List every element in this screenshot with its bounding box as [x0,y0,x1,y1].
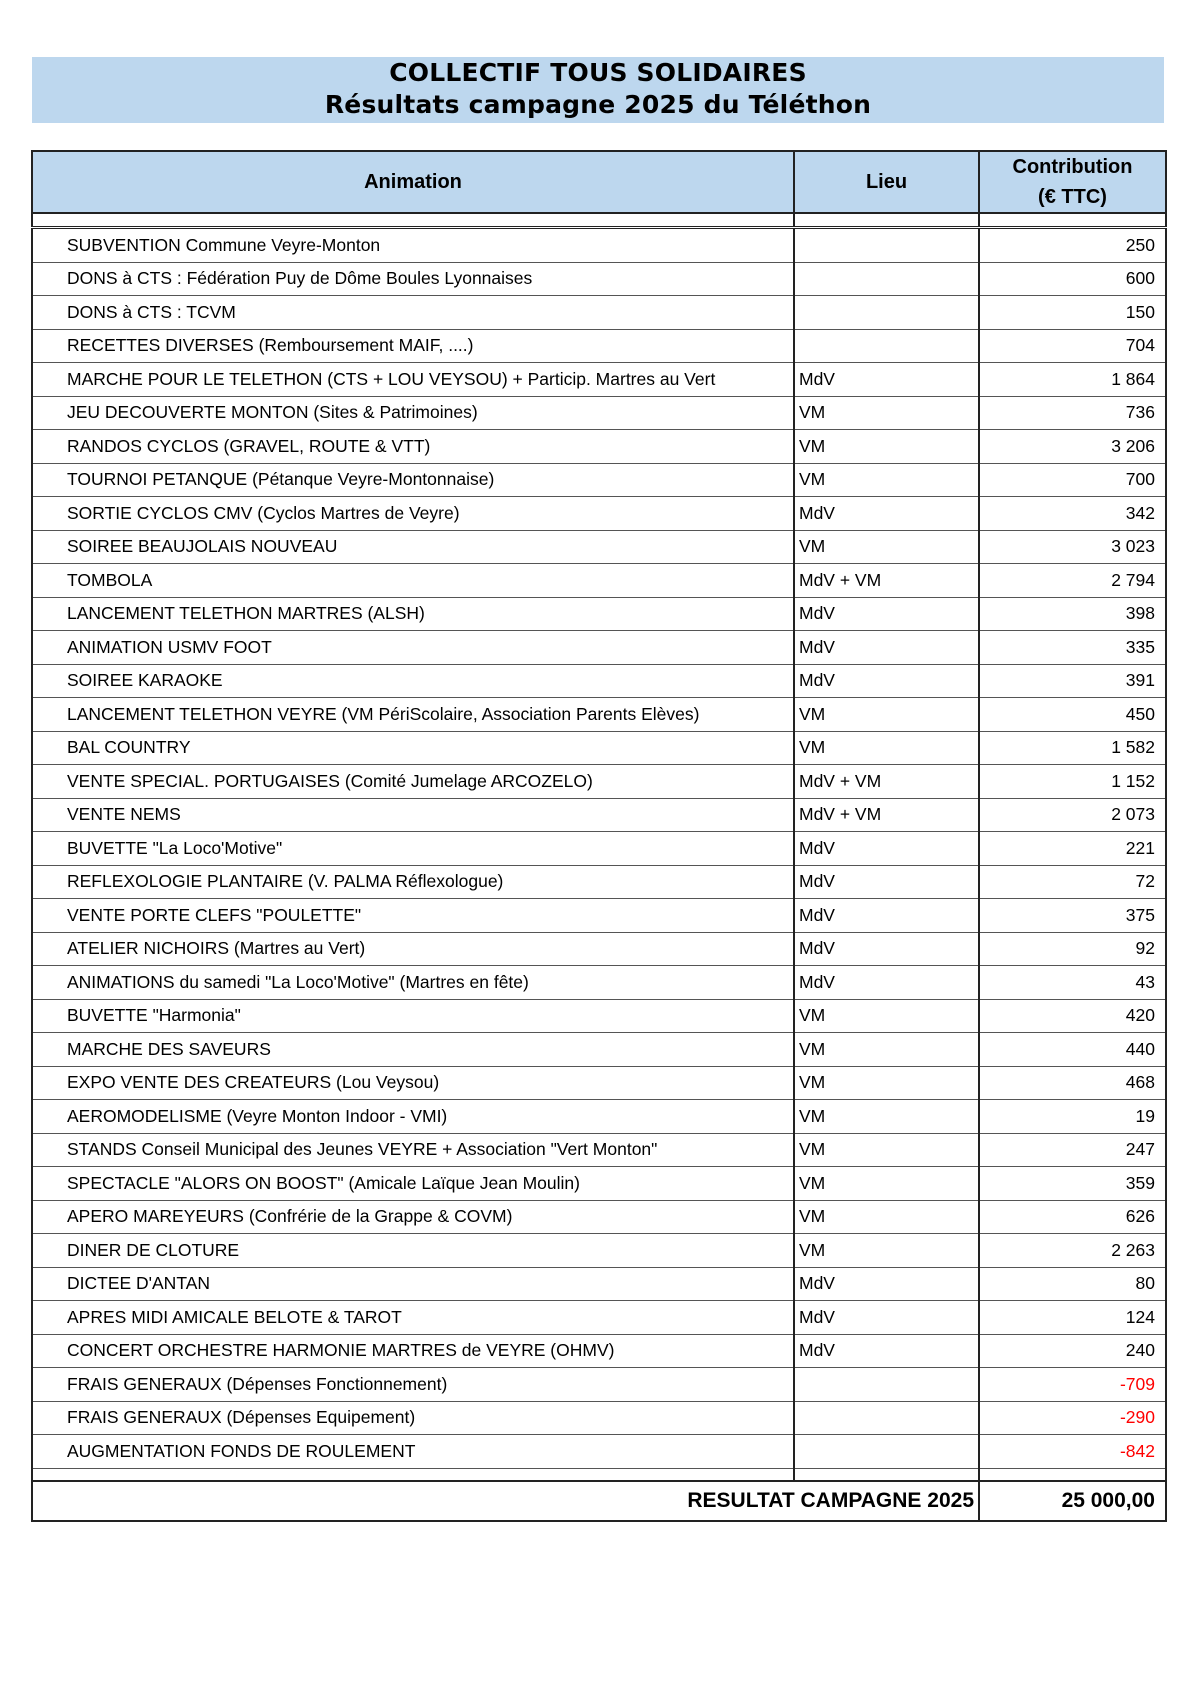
table-row [32,698,1166,732]
lieu-cell: MdV + VM [794,564,979,598]
table-row [32,1267,1166,1301]
contribution-cell: 2 794 [979,564,1166,598]
animation-cell: BUVETTE "La Loco'Motive" [32,832,794,866]
animation-cell: TOMBOLA [32,564,794,598]
lieu-cell [794,1401,979,1435]
lieu-cell: MdV [794,1267,979,1301]
results-table [31,150,1167,1522]
lieu-cell: VM [794,1234,979,1268]
table-row [32,832,1166,866]
contribution-cell: 1 582 [979,731,1166,765]
table-row [32,262,1166,296]
contribution-cell: 250 [979,228,1166,263]
animation-cell: ATELIER NICHOIRS (Martres au Vert) [32,932,794,966]
animation-cell: LANCEMENT TELETHON MARTRES (ALSH) [32,597,794,631]
spacer-cell [979,213,1166,228]
animation-cell: DONS à CTS : Fédération Puy de Dôme Boules Lyonnaises [32,262,794,296]
lieu-cell: MdV [794,664,979,698]
animation-cell: MARCHE POUR LE TELETHON (CTS + LOU VEYSOU) + Particip. Martres au Vert [32,363,794,397]
contribution-cell: 3 206 [979,430,1166,464]
contribution-cell: 440 [979,1033,1166,1067]
contribution-cell: 342 [979,497,1166,531]
contribution-cell: 375 [979,899,1166,933]
contribution-cell: 359 [979,1167,1166,1201]
organization-title: COLLECTIF TOUS SOLIDAIRES [389,58,807,87]
lieu-cell: VM [794,530,979,564]
lieu-cell: VM [794,731,979,765]
contribution-cell: 80 [979,1267,1166,1301]
contribution-cell-negative: -709 [979,1368,1166,1402]
animation-cell: SPECTACLE "ALORS ON BOOST" (Amicale Laïque Jean Moulin) [32,1167,794,1201]
lieu-cell: MdV [794,932,979,966]
contribution-cell: 240 [979,1334,1166,1368]
animation-cell: ANIMATION USMV FOOT [32,631,794,665]
table-row [32,1167,1166,1201]
header-lieu: Lieu [794,151,979,213]
contribution-cell: 1 864 [979,363,1166,397]
table-body [32,213,1166,1521]
spacer-cell [979,1468,1166,1481]
animation-cell: DINER DE CLOTURE [32,1234,794,1268]
animation-cell: VENTE NEMS [32,798,794,832]
contribution-cell: 335 [979,631,1166,665]
document-title-band [32,57,1164,123]
lieu-cell: MdV [794,832,979,866]
header-contribution [979,151,1166,213]
animation-cell: RECETTES DIVERSES (Remboursement MAIF, ....) [32,329,794,363]
table-row [32,597,1166,631]
contribution-cell: 700 [979,463,1166,497]
animation-cell: DONS à CTS : TCVM [32,296,794,330]
animation-cell: RANDOS CYCLOS (GRAVEL, ROUTE & VTT) [32,430,794,464]
campaign-subtitle: Résultats campagne 2025 du Téléthon [324,90,872,119]
lieu-cell: MdV [794,597,979,631]
lieu-cell: VM [794,1066,979,1100]
table-row [32,1200,1166,1234]
table-row [32,363,1166,397]
lieu-cell: MdV [794,631,979,665]
animation-cell: APERO MAREYEURS (Confrérie de la Grappe & COVM) [32,1200,794,1234]
lieu-cell: VM [794,698,979,732]
contribution-cell: 450 [979,698,1166,732]
spacer-row-top [32,213,1166,228]
lieu-cell [794,228,979,263]
contribution-cell: 3 023 [979,530,1166,564]
lieu-cell: MdV + VM [794,765,979,799]
animation-cell: VENTE SPECIAL. PORTUGAISES (Comité Jumelage ARCOZELO) [32,765,794,799]
lieu-cell: VM [794,999,979,1033]
contribution-cell: 1 152 [979,765,1166,799]
animation-cell: STANDS Conseil Municipal des Jeunes VEYRE + Association "Vert Monton" [32,1133,794,1167]
table-row [32,899,1166,933]
total-label: RESULTAT CAMPAGNE 2025 [32,1481,979,1521]
table-row [32,1401,1166,1435]
table-row [32,664,1166,698]
animation-cell: FRAIS GENERAUX (Dépenses Fonctionnement) [32,1368,794,1402]
table-row [32,1368,1166,1402]
contribution-cell: 626 [979,1200,1166,1234]
table-row [32,932,1166,966]
table-row [32,564,1166,598]
lieu-cell: MdV [794,899,979,933]
lieu-cell: VM [794,463,979,497]
table-row [32,631,1166,665]
table-row [32,497,1166,531]
table-row [32,865,1166,899]
spacer-cell [32,213,794,228]
table-row [32,463,1166,497]
table-row [32,765,1166,799]
table-row [32,1334,1166,1368]
contribution-cell: 247 [979,1133,1166,1167]
table-row [32,1301,1166,1335]
contribution-cell: 704 [979,329,1166,363]
lieu-cell [794,296,979,330]
header-contribution-line1: Contribution [1012,156,1133,178]
animation-cell: BAL COUNTRY [32,731,794,765]
table-row [32,1133,1166,1167]
table-row [32,1033,1166,1067]
contribution-cell-negative: -290 [979,1401,1166,1435]
animation-cell: LANCEMENT TELETHON VEYRE (VM PériScolaire, Association Parents Elèves) [32,698,794,732]
animation-cell: REFLEXOLOGIE PLANTAIRE (V. PALMA Réflexologue) [32,865,794,899]
lieu-cell [794,262,979,296]
spacer-cell [794,1468,979,1481]
table-row [32,329,1166,363]
animation-cell: AEROMODELISME (Veyre Monton Indoor - VMI) [32,1100,794,1134]
table-row [32,1066,1166,1100]
lieu-cell [794,1368,979,1402]
table-row [32,999,1166,1033]
contribution-cell: 72 [979,865,1166,899]
lieu-cell: VM [794,1167,979,1201]
table-row [32,430,1166,464]
lieu-cell: VM [794,430,979,464]
lieu-cell [794,1435,979,1469]
total-row [32,1481,1166,1521]
lieu-cell: MdV [794,1334,979,1368]
animation-cell: MARCHE DES SAVEURS [32,1033,794,1067]
table-row [32,731,1166,765]
contribution-cell: 92 [979,932,1166,966]
lieu-cell: VM [794,1133,979,1167]
animation-cell: ANIMATIONS du samedi "La Loco'Motive" (Martres en fête) [32,966,794,1000]
lieu-cell: MdV [794,497,979,531]
spacer-cell [794,213,979,228]
animation-cell: SORTIE CYCLOS CMV (Cyclos Martres de Veyre) [32,497,794,531]
total-value: 25 000,00 [979,1481,1166,1521]
animation-cell: JEU DECOUVERTE MONTON (Sites & Patrimoines) [32,396,794,430]
lieu-cell: VM [794,396,979,430]
contribution-cell: 600 [979,262,1166,296]
lieu-cell: VM [794,1033,979,1067]
animation-cell: DICTEE D'ANTAN [32,1267,794,1301]
contribution-cell: 398 [979,597,1166,631]
contribution-cell: 43 [979,966,1166,1000]
header-animation: Animation [32,151,794,213]
contribution-cell: 736 [979,396,1166,430]
animation-cell: EXPO VENTE DES CREATEURS (Lou Veysou) [32,1066,794,1100]
spacer-row-bottom [32,1468,1166,1481]
table-row [32,296,1166,330]
contribution-cell: 2 073 [979,798,1166,832]
contribution-cell: 221 [979,832,1166,866]
animation-cell: APRES MIDI AMICALE BELOTE & TAROT [32,1301,794,1335]
contribution-cell-negative: -842 [979,1435,1166,1469]
animation-cell: FRAIS GENERAUX (Dépenses Equipement) [32,1401,794,1435]
header-contribution-line2: (€ TTC) [1038,186,1107,208]
lieu-cell: MdV [794,363,979,397]
animation-cell: SOIREE BEAUJOLAIS NOUVEAU [32,530,794,564]
spacer-cell [32,1468,794,1481]
contribution-cell: 2 263 [979,1234,1166,1268]
lieu-cell: MdV [794,865,979,899]
contribution-cell: 124 [979,1301,1166,1335]
table-header-row [32,151,1166,213]
contribution-cell: 420 [979,999,1166,1033]
table-row [32,1100,1166,1134]
contribution-cell: 150 [979,296,1166,330]
animation-cell: TOURNOI PETANQUE (Pétanque Veyre-Montonnaise) [32,463,794,497]
animation-cell: CONCERT ORCHESTRE HARMONIE MARTRES de VEYRE (OHMV) [32,1334,794,1368]
table-row [32,1234,1166,1268]
contribution-cell: 391 [979,664,1166,698]
animation-cell: AUGMENTATION FONDS DE ROULEMENT [32,1435,794,1469]
animation-cell: SOIREE KARAOKE [32,664,794,698]
table-row [32,966,1166,1000]
lieu-cell: VM [794,1200,979,1234]
lieu-cell: VM [794,1100,979,1134]
lieu-cell: MdV [794,966,979,1000]
table-row [32,1435,1166,1469]
lieu-cell: MdV + VM [794,798,979,832]
animation-cell: SUBVENTION Commune Veyre-Monton [32,228,794,263]
animation-cell: BUVETTE "Harmonia" [32,999,794,1033]
table-row [32,228,1166,263]
lieu-cell [794,329,979,363]
table-row [32,530,1166,564]
contribution-cell: 19 [979,1100,1166,1134]
table-row [32,798,1166,832]
contribution-cell: 468 [979,1066,1166,1100]
animation-cell: VENTE PORTE CLEFS "POULETTE" [32,899,794,933]
table-row [32,396,1166,430]
lieu-cell: MdV [794,1301,979,1335]
